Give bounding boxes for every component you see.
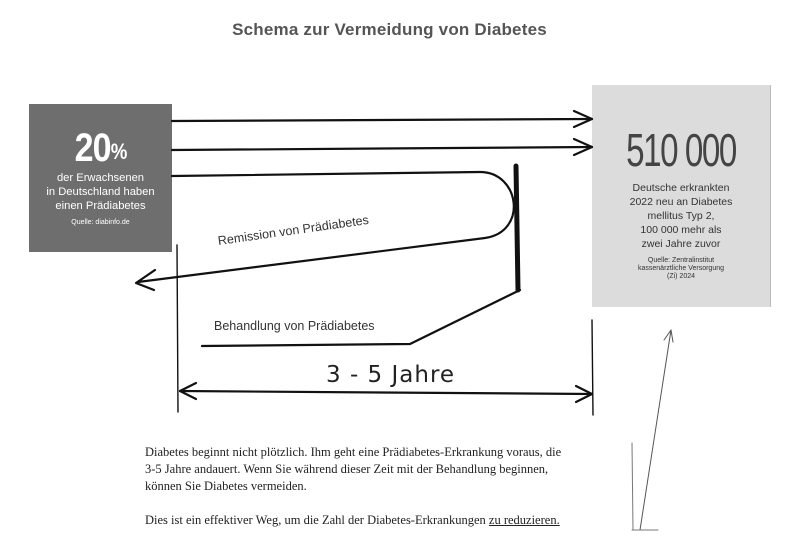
second-arrow bbox=[172, 147, 592, 150]
source-line: kassenärztliche Versorgung bbox=[638, 265, 724, 272]
prediabetes-line: in Deutschland haben bbox=[46, 186, 155, 198]
note-paragraph-2 bbox=[145, 512, 633, 529]
barrier-bar bbox=[516, 166, 518, 290]
pointer-head bbox=[664, 330, 673, 342]
note-paragraph-1 bbox=[145, 444, 633, 495]
source-line: (Zi) 2024 bbox=[666, 273, 695, 280]
prediabetes-source: Quelle: diabinfo.de bbox=[71, 219, 130, 226]
duration-label: 3 - 5 Jahre bbox=[326, 362, 456, 388]
explanation-note bbox=[145, 444, 633, 546]
duration-arrow bbox=[180, 391, 592, 394]
prediabetes-line: der Erwachsenen bbox=[56, 172, 145, 184]
top-arrow bbox=[172, 119, 592, 121]
treatment-line bbox=[202, 290, 520, 346]
diabetes-line: 100 000 mehr als bbox=[640, 224, 722, 236]
note-line: 3-5 Jahre andauert. Wenn Sie während dieser Zeit mit der Behandlung beginnen, bbox=[145, 462, 549, 476]
diabetes-line: 2022 neu an Diabetes bbox=[629, 196, 733, 208]
note-line: Diabetes beginnt nicht plötzlich. Ihm geht eine Prädiabetes-Erkrankung voraus, die bbox=[145, 445, 562, 459]
pointer-line bbox=[640, 330, 671, 530]
bracket-right bbox=[592, 320, 593, 415]
note-text: Dies ist ein effektiver Weg, um die Zahl der Diabetes-Erkrankungen bbox=[145, 513, 489, 527]
treatment-label: Behandlung von Prädiabetes bbox=[214, 319, 375, 333]
new-diabetes-count: 510 000 bbox=[626, 124, 736, 176]
diabetes-line: zwei Jahre zuvor bbox=[641, 238, 721, 250]
percent-sign: % bbox=[110, 139, 127, 164]
diabetes-line: mellitus Typ 2, bbox=[647, 210, 715, 222]
note-line: können Sie Diabetes vermeiden. bbox=[145, 479, 307, 493]
bracket-left bbox=[177, 245, 178, 412]
prediabetes-line: einen Prädiabetes bbox=[55, 200, 146, 212]
note-underlined-text: zu reduzieren. bbox=[488, 513, 560, 527]
remission-label: Remission von Prädiabetes bbox=[217, 212, 370, 248]
page-title: Schema zur Vermeidung von Diabetes bbox=[232, 20, 547, 39]
source-line: Quelle: Zentralinstitut bbox=[647, 257, 715, 264]
percent-value: 20 bbox=[74, 126, 111, 170]
diabetes-line: Deutsche erkrankten bbox=[632, 182, 730, 194]
